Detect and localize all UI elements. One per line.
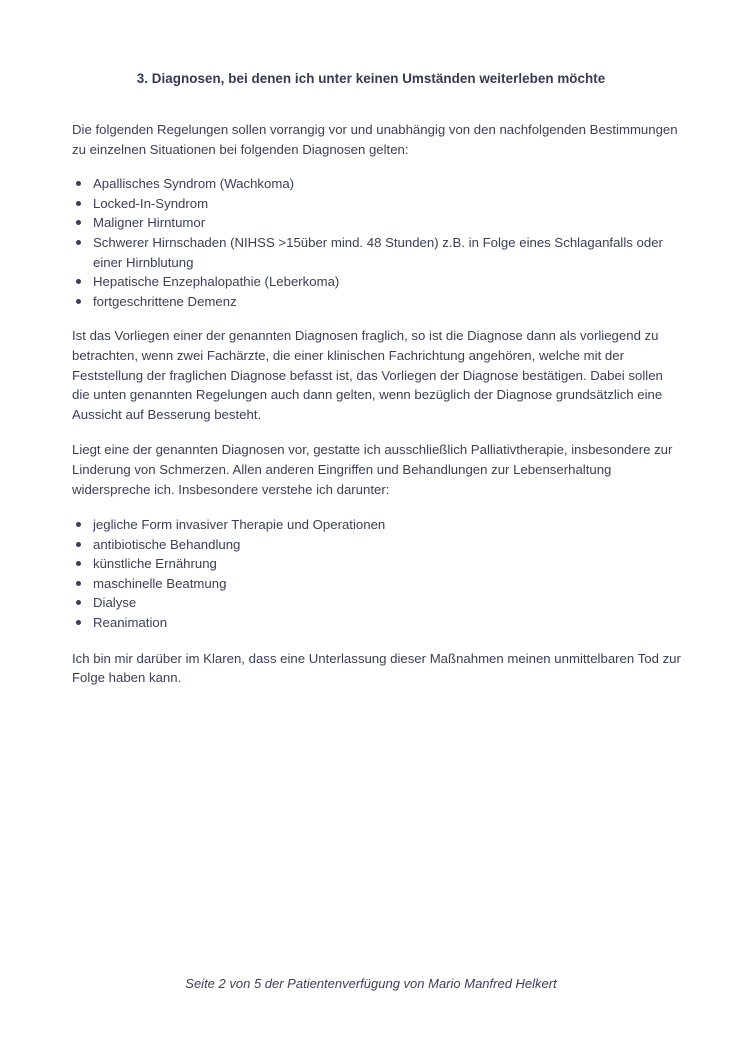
list-item: fortgeschrittene Demenz [72, 292, 682, 312]
refused-measures-list [72, 515, 682, 633]
list-item: jegliche Form invasiver Therapie und Operationen [72, 515, 682, 535]
list-item: Locked-In-Syndrom [72, 194, 682, 214]
palliative-paragraph: Liegt eine der genannten Diagnosen vor, gestatte ich ausschließlich Palliativtherapie, insbesondere zur Linderung von Schmerzen. Allen anderen Eingriffen und Behandlungen zur Lebenserhaltung widerspreche ich. Insbesondere verstehe ich darunter: [72, 442, 673, 497]
list-item: Dialyse [72, 593, 682, 613]
list-item: maschinelle Beatmung [72, 574, 682, 594]
diagnoses-list [72, 174, 682, 311]
list-item: Apallisches Syndrom (Wachkoma) [72, 174, 682, 194]
list-item: Reanimation [72, 613, 682, 633]
section-heading: 3. Diagnosen, bei denen ich unter keinen Umständen weiterleben möchte [136, 71, 606, 86]
page-footer: Seite 2 von 5 der Patientenverfügung von Mario Manfred Helkert [185, 976, 557, 991]
list-item: künstliche Ernährung [72, 554, 682, 574]
list-item: Schwerer Hirnschaden (NIHSS >15über mind. 48 Stunden) z.B. in Folge eines Schlaganfalls oder einer Hirnblutung [72, 233, 682, 272]
list-item: antibiotische Behandlung [72, 535, 682, 555]
list-item: Maligner Hirntumor [72, 213, 682, 233]
closing-paragraph: Ich bin mir darüber im Klaren, dass eine Unterlassung dieser Maßnahmen meinen unmittelbaren Tod zur Folge haben kann. [72, 650, 681, 686]
uncertain-diagnosis-paragraph: Ist das Vorliegen einer der genannten Diagnosen fraglich, so ist die Diagnose dann als vorliegend zu betrachten, wenn zwei Fachärzte, die einer klinischen Fachrichtung angehören, welche mit der Feststellung der fraglichen Diagnose befasst ist, das Vorliegen der Diagnose bestätigen. Dabei sollen die unten genannten Regelungen auch dann gelten, wenn bezüglich der Diagnose grundsätzlich eine Aussicht auf Besserung besteht. [72, 328, 663, 422]
section-body [72, 120, 682, 688]
list-item: Hepatische Enzephalopathie (Leberkoma) [72, 272, 682, 292]
intro-paragraph: Die folgenden Regelungen sollen vorrangig vor und unabhängig von den nachfolgenden Bestimmungen zu einzelnen Situationen bei folgenden Diagnosen gelten: [72, 122, 678, 157]
